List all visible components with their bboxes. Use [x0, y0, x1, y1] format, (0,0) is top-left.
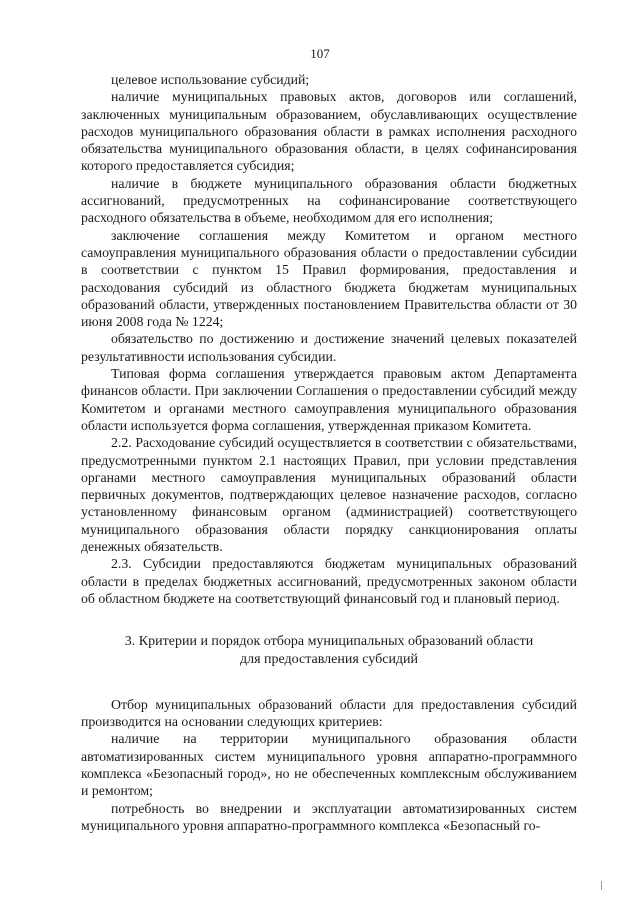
section-heading-line: для предоставления субсидий [239, 651, 419, 667]
document-body [81, 71, 577, 834]
paragraph: обязательство по достижению и достижение значений целевых показателей результативности использования субсидии. [81, 331, 577, 364]
paragraph: 2.2. Расходование субсидий осуществляется в соответствии с обязательствами, предусмотренными пунктом 2.1 настоящих Правил, при условии представления органами местного самоуправления муниципальных образований области первичных документов, подтверждающих целевое назначение расходов, согласно установленному финансовым органом (администрацией) соответствующего муниципального образования области порядку санкционирования оплаты денежных обязательств. [81, 435, 577, 555]
paragraph: наличие на территории муниципального образования области автоматизированных систем муниципального уровня аппаратно-программного комплекса «Безопасный город», но не обеспеченных комплексным обслуживанием и ремонтом; [81, 731, 577, 799]
section-heading-line: 3. Критерии и порядок отбора муниципальных образований области [124, 634, 534, 650]
section-heading [81, 633, 577, 668]
scan-edge-mark [601, 881, 602, 890]
paragraph: наличие в бюджете муниципального образования области бюджетных ассигнований, предусмотренных на софинансирование соответствующего расходного обязательства в объеме, необходимом для его исполнения; [81, 175, 577, 226]
paragraph: Типовая форма соглашения утверждается правовым актом Департамента финансов области. При заключении Соглашения о предоставлении субсидий между Комитетом и органами местного самоуправления муниципального образования области используется форма соглашения, утвержденная приказом Комитета. [81, 366, 577, 433]
paragraph: заключение соглашения между Комитетом и органом местного самоуправления муниципального образования области о предоставлении субсидии в соответствии с пунктом 15 Правил формирования, предоставления и расходования субсидий из областного бюджета бюджетам муниципальных образований области, утвержденных постановлением Правительства области от 30 июня 2008 года № 1224; [81, 227, 577, 330]
paragraph: 2.3. Субсидии предоставляются бюджетам муниципальных образований области в пределах бюджетных ассигнований, предусмотренных законом области об областном бюджете на соответствующий финансовый год и плановый период. [81, 556, 577, 606]
paragraph: целевое использование субсидий; [111, 72, 310, 87]
paragraph: наличие муниципальных правовых актов, договоров или соглашений, заключенных муниципальным образованием, обуславливающих осуществление расходов муниципального образования области в рамках исполнения расходного обязательства муниципального образования области, в целях софинансирования которого предоставляется субсидия; [81, 89, 577, 174]
paragraph: потребность во внедрении и эксплуатации автоматизированных систем муниципального уровня аппаратно-программного комплекса «Безопасный го- [81, 800, 577, 833]
paragraph: Отбор муниципальных образований области для предоставления субсидий производится на основании следующих критериев: [81, 696, 577, 730]
page-number: 107 [310, 46, 330, 61]
